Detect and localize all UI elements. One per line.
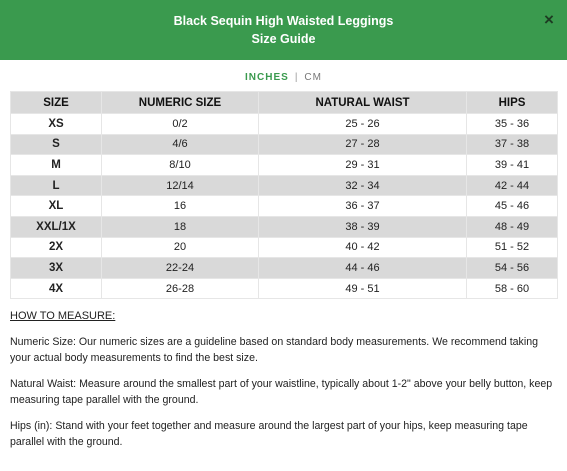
size-table xyxy=(10,91,558,299)
cell-size: S xyxy=(11,134,102,155)
cell-natural-waist: 32 - 34 xyxy=(259,175,467,196)
cell-hips: 39 - 41 xyxy=(467,155,558,176)
table-row xyxy=(11,134,558,155)
header-numeric-size: NUMERIC SIZE xyxy=(102,92,259,114)
cell-hips: 54 - 56 xyxy=(467,258,558,279)
cell-size: XS xyxy=(11,114,102,135)
cell-numeric-size: 8/10 xyxy=(102,155,259,176)
cell-size: XXL/1X xyxy=(11,216,102,237)
cell-hips: 42 - 44 xyxy=(467,175,558,196)
cell-size: 3X xyxy=(11,258,102,279)
cell-natural-waist: 36 - 37 xyxy=(259,196,467,217)
cell-hips: 48 - 49 xyxy=(467,216,558,237)
cell-natural-waist: 40 - 42 xyxy=(259,237,467,258)
table-header-row xyxy=(11,92,558,114)
how-to-measure-heading: HOW TO MEASURE: xyxy=(10,310,116,322)
cm-toggle[interactable]: CM xyxy=(304,72,322,83)
modal-header xyxy=(0,0,567,60)
size-guide-title: Size Guide xyxy=(251,32,316,46)
cell-natural-waist: 25 - 26 xyxy=(259,114,467,135)
table-row xyxy=(11,237,558,258)
cell-size: 4X xyxy=(11,278,102,299)
cell-numeric-size: 16 xyxy=(102,196,259,217)
cell-numeric-size: 22-24 xyxy=(102,258,259,279)
header-size: SIZE xyxy=(11,92,102,114)
header-natural-waist: NATURAL WAIST xyxy=(259,92,467,114)
inches-toggle[interactable]: INCHES xyxy=(245,72,289,83)
cell-numeric-size: 4/6 xyxy=(102,134,259,155)
hips-instructions: Hips (in): Stand with your feet together and measure around the largest part of your hips, keep measuring tape parallel with the ground. xyxy=(10,420,528,448)
cell-numeric-size: 0/2 xyxy=(102,114,259,135)
cell-hips: 45 - 46 xyxy=(467,196,558,217)
header-hips: HIPS xyxy=(467,92,558,114)
table-row xyxy=(11,278,558,299)
natural-waist-instructions: Natural Waist: Measure around the smallest part of your waistline, typically about 1-2" above your belly button, keep measuring tape parallel with the ground. xyxy=(10,378,553,406)
cell-natural-waist: 49 - 51 xyxy=(259,278,467,299)
table-row xyxy=(11,258,558,279)
cell-numeric-size: 26-28 xyxy=(102,278,259,299)
cell-hips: 35 - 36 xyxy=(467,114,558,135)
cell-size: XL xyxy=(11,196,102,217)
product-title: Black Sequin High Waisted Leggings xyxy=(173,14,394,28)
cell-size: M xyxy=(11,155,102,176)
table-row xyxy=(11,114,558,135)
cell-size: 2X xyxy=(11,237,102,258)
cell-size: L xyxy=(11,175,102,196)
unit-separator: | xyxy=(294,72,299,83)
cell-natural-waist: 27 - 28 xyxy=(259,134,467,155)
table-row xyxy=(11,155,558,176)
table-row xyxy=(11,196,558,217)
close-icon[interactable]: × xyxy=(544,10,554,29)
cell-numeric-size: 12/14 xyxy=(102,175,259,196)
cell-natural-waist: 44 - 46 xyxy=(259,258,467,279)
table-row xyxy=(11,175,558,196)
numeric-size-instructions: Numeric Size: Our numeric sizes are a guideline based on standard body measurements. We recommend taking your actual body measurements to find the best size. xyxy=(10,336,538,364)
cell-natural-waist: 29 - 31 xyxy=(259,155,467,176)
cell-numeric-size: 20 xyxy=(102,237,259,258)
cell-hips: 51 - 52 xyxy=(467,237,558,258)
table-row xyxy=(11,216,558,237)
cell-numeric-size: 18 xyxy=(102,216,259,237)
cell-hips: 58 - 60 xyxy=(467,278,558,299)
cell-hips: 37 - 38 xyxy=(467,134,558,155)
cell-natural-waist: 38 - 39 xyxy=(259,216,467,237)
unit-toggle xyxy=(0,72,567,83)
